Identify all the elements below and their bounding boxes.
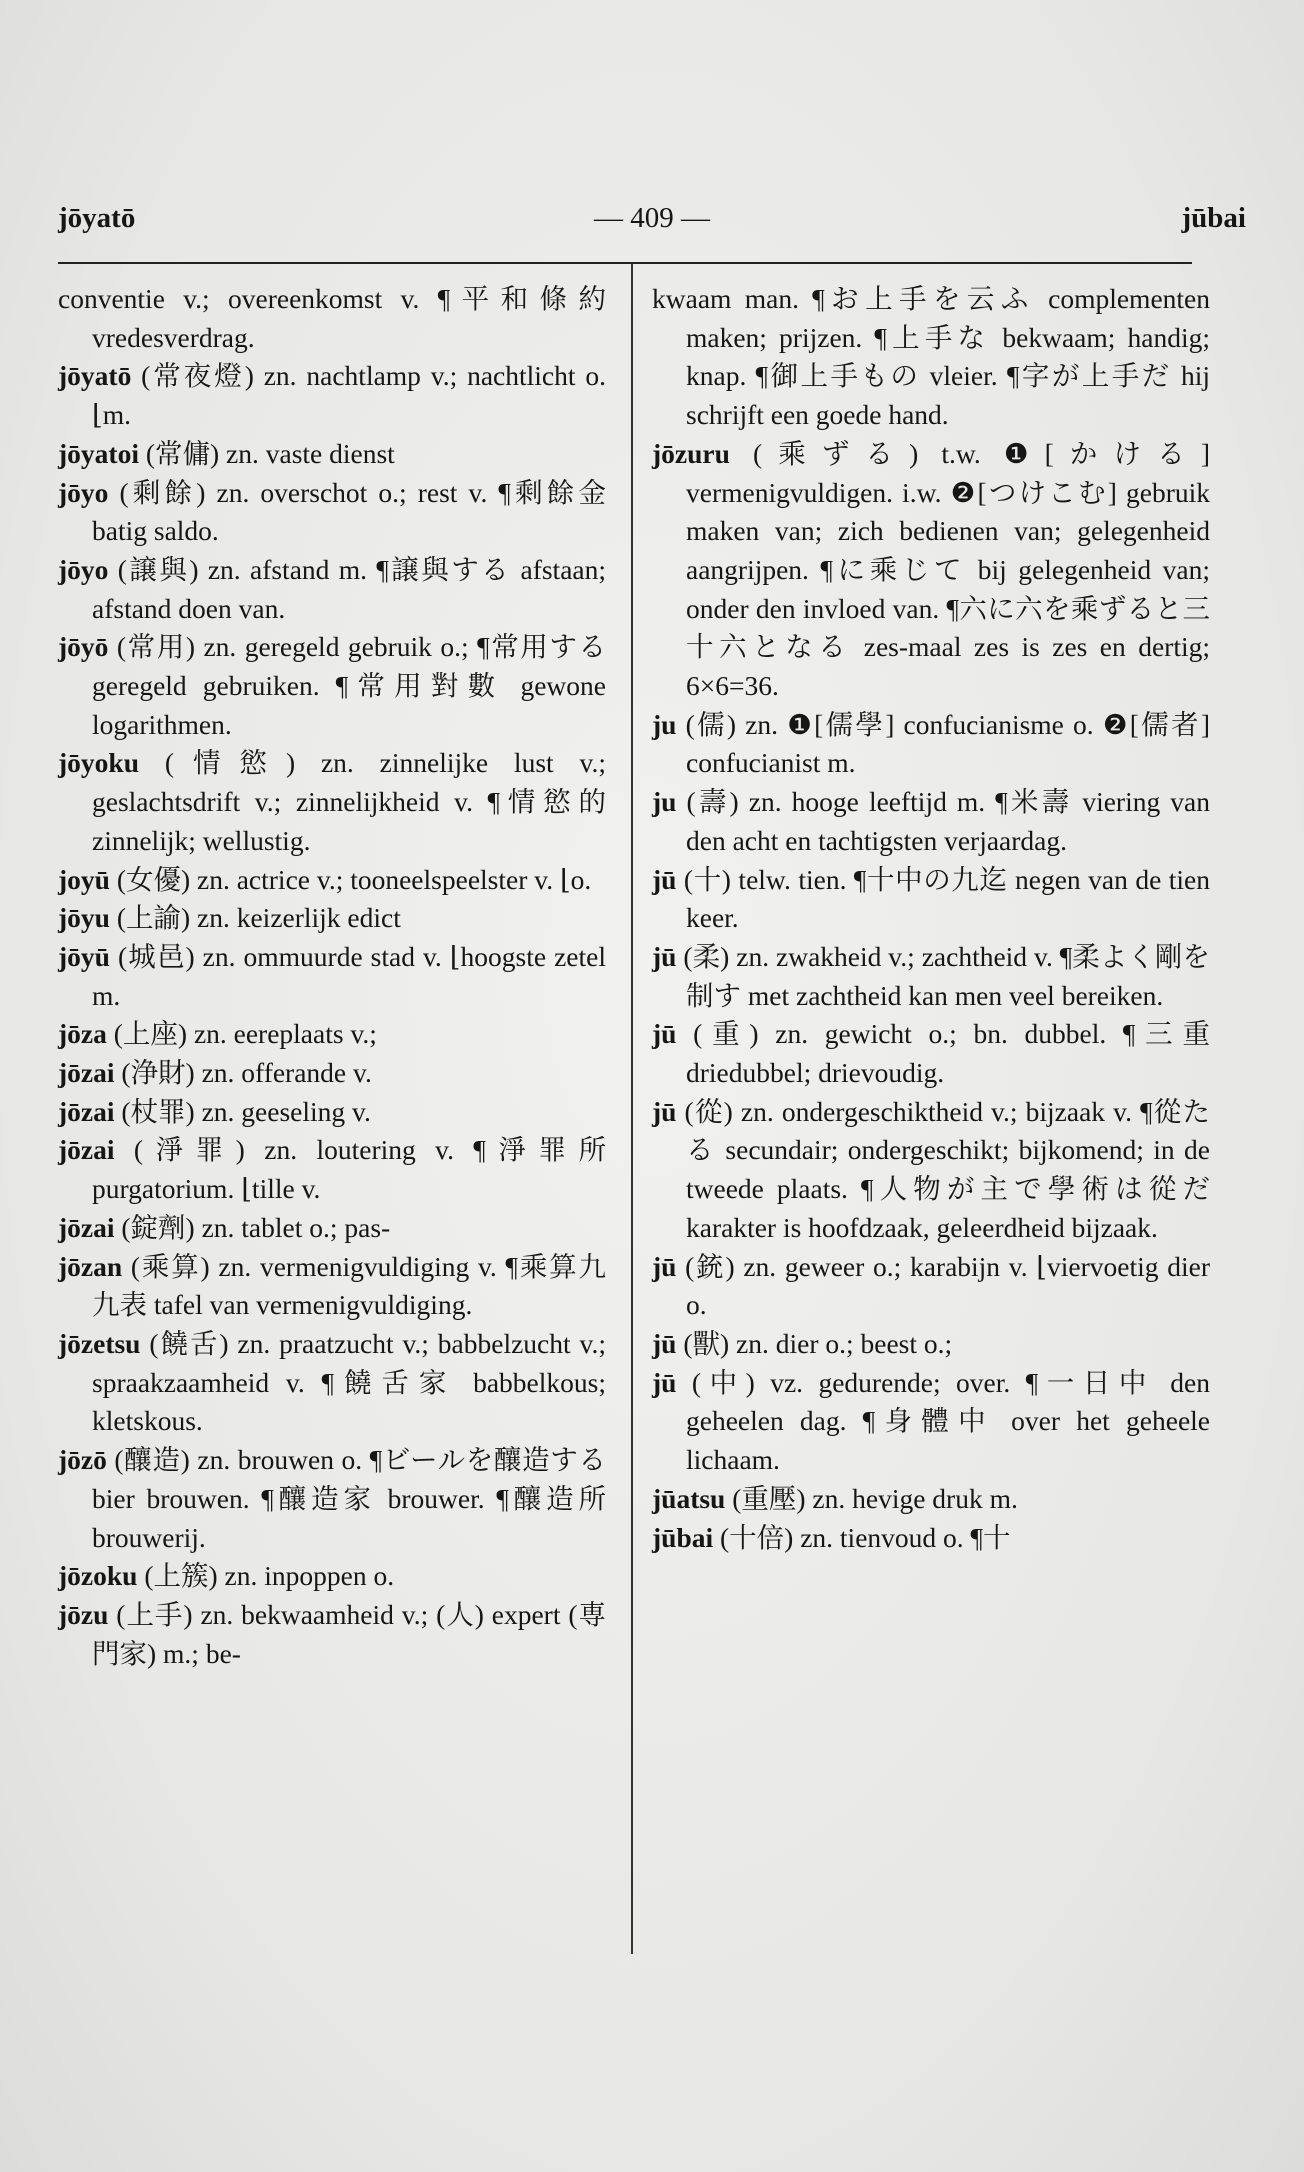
entry: jōyo (譲與) zn. afstand m. ¶譲與する afstaan; afstand doen van. [58,553,606,624]
header-rule [58,262,1192,264]
entry: jōyo (剩餘) zn. overschot o.; rest v. ¶剩餘金 batig saldo. [58,476,606,547]
entry: ju (壽) zn. hooge leeftijd m. ¶米壽 viering van den acht en tachtigsten verjaardag. [652,786,1210,856]
entry: kwaam man. ¶お上手を云ふ complementen maken; prijzen. ¶上手な bekwaam; handig; knap. ¶御上手もの vleier. ¶字が上手だ hij schrijft een goede hand. [652,283,1210,431]
page-header [58,202,1246,248]
entry: joyū (女優) zn. actrice v.; tooneelspeelster v. ⌊o. [58,863,592,895]
running-head-left: jōyatō [58,202,136,234]
entry: jōzai (杖罪) zn. geeseling v. [58,1095,371,1127]
entry: jū (柔) zn. zwakheid v.; zachtheid v. ¶柔よく剛を制す met zachtheid kan men veel bereiken. [652,940,1210,1011]
entry: jōzō (釀造) zn. brouwen o. ¶ビールを釀造する bier brouwen. ¶釀造家 brouwer. ¶釀造所 brouwerij. [58,1444,606,1553]
entry: conventie v.; overeenkomst v. ¶平和條約 vredesverdrag. [58,283,606,353]
entry: ju (儒) zn. ❶[儒學] confucianisme o. ❷[儒者] confucianist m. [652,708,1210,779]
entry: jū (獸) zn. dier o.; beest o.; [652,1327,953,1359]
entry: jōyū (城邑) zn. ommuurde stad v. ⌊hoogste zetel m. [58,940,606,1011]
entry: jōyō (常用) zn. geregeld gebruik o.; ¶常用する geregeld gebruiken. ¶常用對數 gewone logarithmen. [58,631,606,740]
entry: jōyoku (情慾) zn. zinnelijke lust v.; geslachtsdrift v.; zinnelijkheid v. ¶情慾的 zinnelijk; wellustig. [58,747,606,856]
left-column [58,280,606,1673]
entry: jū (銃) zn. geweer o.; karabijn v. ⌊viervoetig dier o. [652,1250,1210,1321]
entry: jōzu (上手) zn. bekwaamheid v.; (人) expert (専門家) m.; be- [58,1598,606,1669]
entry: jōzuru (乘ずる) t.w. ❶[かける] vermenigvuldigen. i.w. ❷[つけこむ] gebruik maken van; zich bedienen van; gelegenheid aangrijpen. ¶に乘じて bij gelegenheid van; onder den invloed van. ¶六に六を乘ずると三十六となる zes-maal zes is zes en dertig; 6×6=36. [652,437,1210,702]
entry: jū (重) zn. gewicht o.; bn. dubbel. ¶三重 driedubbel; drievoudig. [652,1018,1210,1089]
entry: jōzoku (上簇) zn. inpoppen o. [58,1560,395,1592]
entry: jūbai (十倍) zn. tienvoud o. ¶十 [652,1521,1011,1553]
entry: jū (十) telw. tien. ¶十中の九迄 negen van de tien keer. [652,863,1210,934]
entry: jōzai (錠劑) zn. tablet o.; pas- [58,1211,391,1243]
running-head-right: jūbai [1181,202,1246,234]
entry: jū (中) vz. gedurende; over. ¶一日中 den geheelen dag. ¶身體中 over het geheele lichaam. [652,1366,1210,1476]
entry: jōyatoi (常傭) zn. vaste dienst [58,437,395,469]
entry: jōzan (乘算) zn. vermenigvuldiging v. ¶乘算九九表 tafel van vermenigvuldiging. [58,1250,606,1321]
right-column [652,280,1210,1557]
entry: jōyu (上諭) zn. keizerlijk edict [58,902,401,934]
page-number: — 409 — [594,202,710,234]
entry: jūatsu (重壓) zn. hevige druk m. [652,1482,1018,1514]
entry: jōyatō (常夜燈) zn. nachtlamp v.; nachtlicht o. ⌊m. [58,360,606,431]
entry: jōzetsu (饒舌) zn. praatzucht v.; babbelzucht v.; spraakzaamheid v. ¶饒舌家 babbelkous; kletskous. [58,1327,606,1437]
entry: jōzai (浄財) zn. offerande v. [58,1057,372,1089]
entry: jū (從) zn. ondergeschiktheid v.; bijzaak v. ¶從たる secundair; ondergeschikt; bijkomend; in de tweede plaats. ¶人物が主で學術は從だ karakter is hoofdzaak, geleerdheid bijzaak. [652,1095,1210,1243]
entry: jōzai (淨罪) zn. loutering v. ¶淨罪所 purgatorium. ⌊tille v. [58,1134,606,1205]
entry: jōza (上座) zn. eereplaats v.; [58,1018,377,1050]
column-divider [631,264,633,1954]
